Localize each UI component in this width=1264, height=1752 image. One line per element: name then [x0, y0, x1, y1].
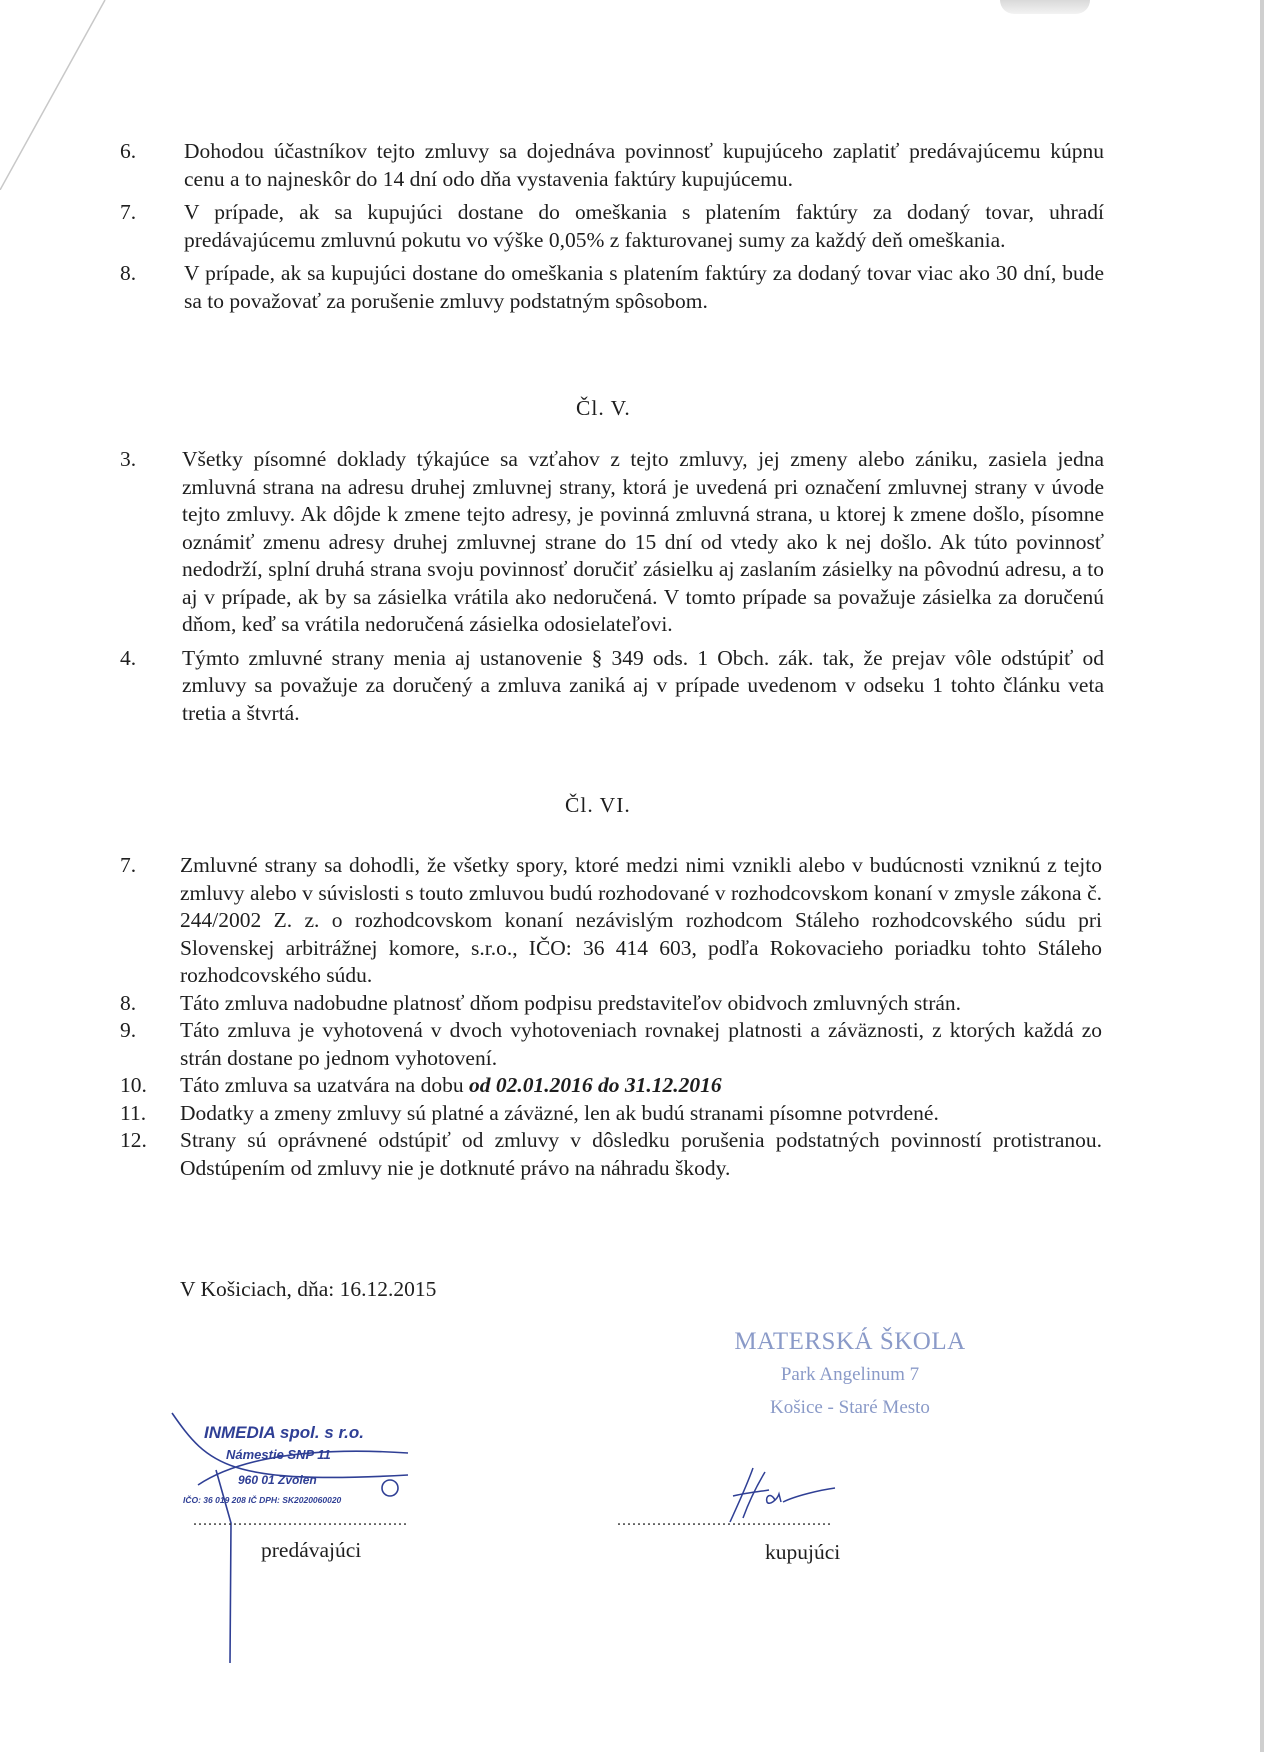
item-text: V prípade, ak sa kupujúci dostane do omeškania s platením faktúry za dodaný tovar viac ako 30 dní, bude sa to považovať za porušenie zmluvy podstatným spôsobom.	[184, 261, 1104, 313]
seller-signature-line: ...........................................	[193, 1512, 408, 1529]
contract-period: od 02.01.2016 do 31.12.2016	[468, 1073, 722, 1097]
company-stamp-line3: 960 01 Zvolen	[238, 1473, 317, 1487]
item-text: V prípade, ak sa kupujúci dostane do omeškania s platením faktúry za dodaný tovar, uhradí predávajúcemu zmluvnú pokutu vo výške 0,05% z fakturovanej sumy za každý deň omeškania.	[184, 200, 1104, 252]
company-stamp-line4: IČO: 36 019 208 IČ DPH: SK2020060020	[183, 1495, 342, 1505]
item-text: Strany sú oprávnené odstúpiť od zmluvy v dôsledku porušenia podstatných povinností protistranou. Odstúpením od zmluvy nie je dotknuté právo na náhradu škody.	[180, 1128, 1102, 1180]
item-text: Týmto zmluvné strany menia aj ustanovenie § 349 ods. 1 Obch. zák. tak, že prejav vôle odstúpiť od zmluvy sa považuje za doručený a zmluva zaniká aj v prípade uvedenom v odseku 1 tohto článku veta tretia a štvrtá.	[182, 645, 1104, 725]
list-item	[120, 1100, 1102, 1128]
company-stamp-line2: Námestie SNP 11	[226, 1447, 331, 1462]
item-text: Všetky písomné doklady týkajúce sa vzťahov z tejto zmluvy, jej zmeny alebo zániku, zasiela jedna zmluvná strana na adresu druhej zmluvnej strany, ktorá je uvedená pri označení zmluvnej strany v úvode tejto zmluvy. Ak dôjde k zmene tejto adresy, je povinná zmluvná strana, u ktorej k zmene došlo, písomne oznámiť zmenu adresy druhej zmluvnej strane do 15 dní od vtedy ako k nej došlo. Ak túto povinnosť nedodrží, splní druhá strana svoju povinnosť doručiť zásielku aj zaslaním zásielky na pôvodnú adresu, a to aj v prípade, ak by sa zásielka vrátila ako nedoručená. V tomto prípade sa považuje zásielka za doručenú dňom, keď sa vrátila nedoručená zásielka odosielateľovi.	[182, 447, 1104, 636]
item-text: Dohodou účastníkov tejto zmluvy sa dojednáva povinnosť kupujúceho zaplatiť predávajúcemu kúpnu cenu a to najneskôr do 14 dní odo dňa vystavenia faktúry kupujúcemu.	[184, 139, 1104, 191]
clause-list-a	[120, 138, 1104, 321]
school-stamp-street: Park Angelinum 7	[780, 1364, 920, 1385]
company-stamp	[168, 1405, 418, 1665]
seller-label: predávajúci	[261, 1538, 362, 1562]
item-number: 9.	[120, 1018, 137, 1042]
scan-edge	[1260, 0, 1264, 1752]
buyer-label: kupujúci	[765, 1540, 841, 1564]
article-heading-v: Čl. V.	[576, 396, 631, 420]
item-number: 8.	[120, 261, 137, 285]
item-number: 12.	[120, 1128, 147, 1152]
company-stamp-line1: INMEDIA spol. s r.o.	[204, 1423, 364, 1442]
item-number: 4.	[120, 645, 137, 670]
list-item	[120, 1072, 1102, 1100]
list-item	[120, 852, 1102, 990]
school-stamp-name: MATERSKÁ ŠKOLA	[734, 1328, 966, 1355]
item-number: 7.	[120, 853, 137, 877]
clause-list-c	[120, 852, 1102, 1182]
item-number: 10.	[120, 1073, 147, 1097]
item-number: 6.	[120, 139, 137, 163]
school-stamp-city: Košice - Staré Mesto	[770, 1397, 930, 1418]
list-item	[120, 446, 1104, 639]
scan-smudge	[1000, 0, 1090, 14]
item-text	[180, 1072, 1102, 1100]
item-number: 8.	[120, 990, 137, 1015]
item-number: 7.	[120, 200, 137, 224]
item-text: Zmluvné strany sa dohodli, že všetky spory, ktoré medzi nimi vznikli alebo v budúcnosti vzniknú z tejto zmluvy alebo v súvislosti s touto zmluvou budú rozhodované v rozhodcovskom konaní v zmysle zákona č. 244/2002 Z. z. o rozhodcovskom konaní nezávislým rozhodcom Stáleho rozhodcovského súdu pri Slovenskej arbitrážnej komore, s.r.o., IČO: 36 414 603, podľa Rokovacieho poriadku tohto Stáleho rozhodcovského súdu.	[180, 853, 1102, 987]
list-item	[120, 199, 1104, 254]
list-item	[120, 260, 1104, 315]
place-and-date: V Košiciach, dňa: 16.12.2015	[180, 1277, 437, 1301]
item-number: 11.	[120, 1100, 147, 1125]
item-text: Dodatky a zmeny zmluvy sú platné a záväzné, len ak budú stranami písomne potvrdené.	[180, 1100, 939, 1125]
item-text: Táto zmluva je vyhotovená v dvoch vyhotoveniach rovnakej platnosti a záväznosti, z ktorých každá zo strán dostane po jednom vyhotovení.	[180, 1018, 1102, 1070]
list-item	[120, 1127, 1102, 1182]
list-item	[120, 138, 1104, 193]
item-text-plain: Táto zmluva sa uzatvára na dobu	[180, 1073, 469, 1097]
school-stamp	[720, 1328, 980, 1419]
item-text: Táto zmluva nadobudne platnosť dňom podpisu predstaviteľov obidvoch zmluvných strán.	[180, 990, 962, 1015]
item-number: 3.	[120, 447, 137, 471]
scan-fold-line	[0, 0, 110, 190]
clause-list-b	[120, 446, 1104, 733]
list-item	[120, 645, 1104, 728]
article-heading-vi: Čl. VI.	[565, 793, 631, 817]
list-item	[120, 990, 1102, 1018]
buyer-signature-line: ...........................................	[617, 1512, 832, 1529]
list-item	[120, 1017, 1102, 1072]
